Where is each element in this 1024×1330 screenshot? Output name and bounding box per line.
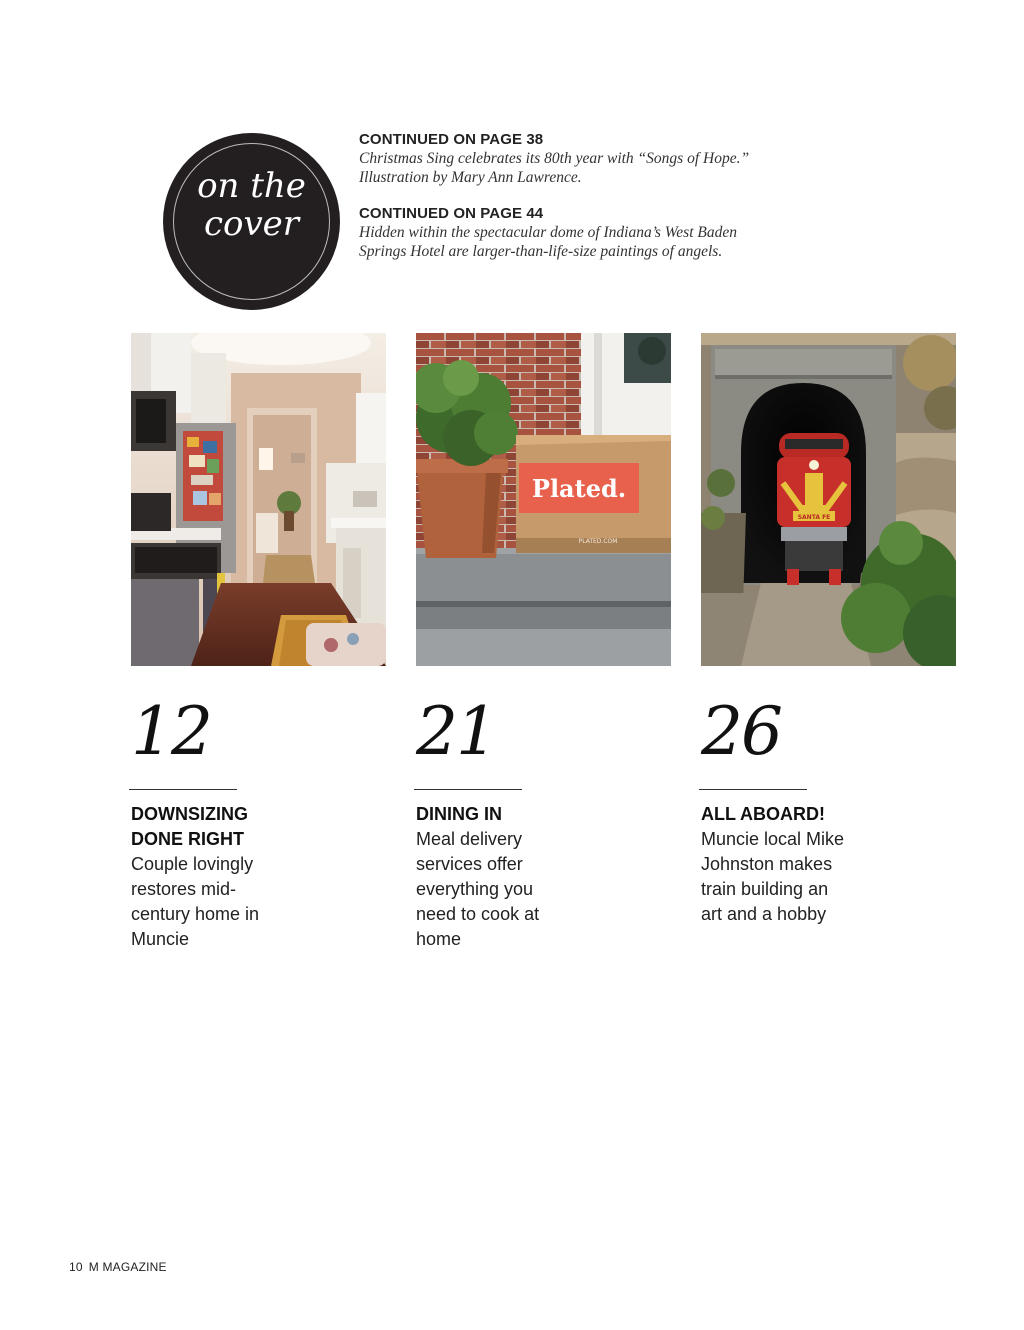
story-text [416,802,671,952]
story-page-number: 21 [416,693,496,770]
box-url-text: PLATED.COM [578,538,618,545]
story-divider [129,789,237,790]
story-description: Muncie local Mike Johnston makes train building an art and a hobby [701,829,845,924]
cover-note-heading: CONTINUED ON PAGE 38 [359,131,544,148]
train-emblem-text: SANTA FE [797,514,831,521]
story-page-number: 12 [131,693,211,770]
badge-line-1: on the [197,166,306,206]
footer-page-number: 10 [69,1260,83,1274]
model-train-photo [701,333,956,666]
story-dining-in [416,690,671,952]
page-footer [69,1260,173,1274]
story-heading: DOWNSIZING DONE RIGHT [131,804,248,849]
cover-note [359,131,759,187]
cover-note-heading: CONTINUED ON PAGE 44 [359,205,544,222]
kitchen-photo [131,333,386,666]
on-the-cover-badge [163,133,340,310]
story-text [131,802,386,952]
plated-box-photo [416,333,671,666]
story-divider [699,789,807,790]
story-description: Meal delivery services offer everything you need to cook at home [416,829,540,949]
story-all-aboard [701,690,956,927]
train-locomotive [777,433,851,585]
footer-publication: M MAGAZINE [88,1260,167,1274]
story-page-number: 26 [701,693,781,770]
story-text [701,802,956,927]
story-heading: ALL ABOARD! [701,804,825,824]
story-downsizing [131,690,386,952]
badge-line-2: cover [203,204,300,244]
story-divider [414,789,522,790]
badge-text [163,167,340,243]
cover-notes [359,131,759,279]
cover-note [359,205,759,261]
box-brand-text: Plated. [531,474,627,503]
story-description: Couple lovingly restores mid-century home in Muncie [131,854,260,949]
cover-note-text: Christmas Sing celebrates its 80th year with “Songs of Hope.” Illustration by Mary Ann Lawrence. [359,150,750,186]
cover-note-text: Hidden within the spectacular dome of Indiana’s West Baden Springs Hotel are larger-than-life-size paintings of angels. [359,224,737,260]
story-heading: DINING IN [416,804,503,824]
